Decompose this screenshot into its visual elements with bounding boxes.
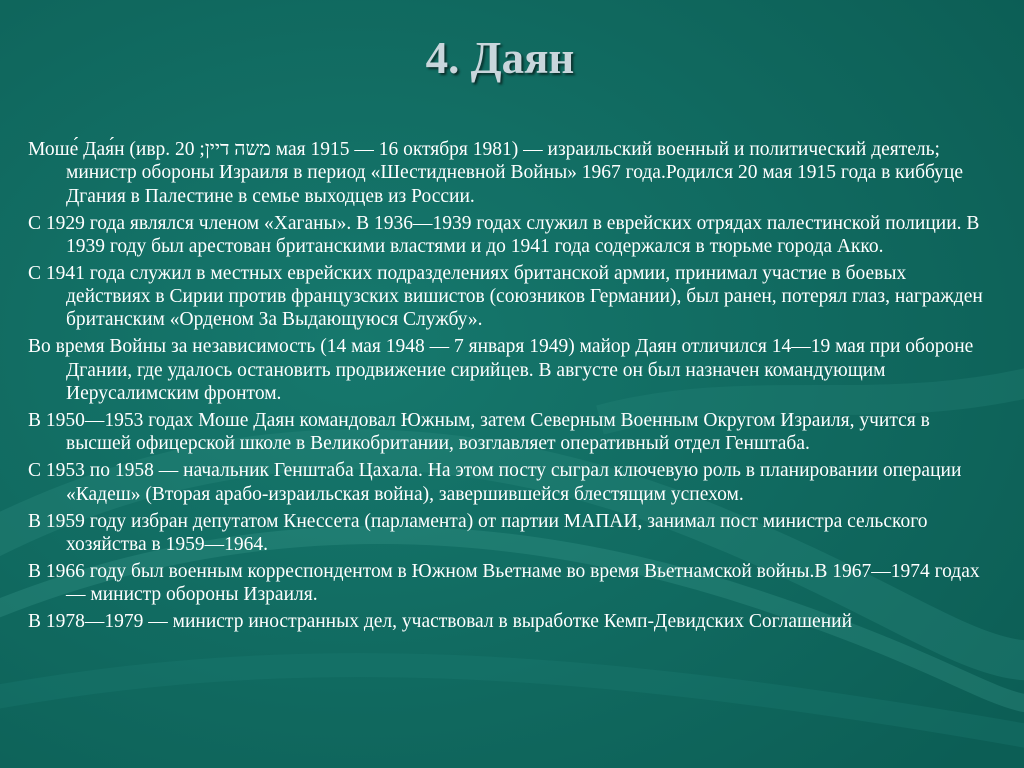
paragraph: Моше́ Дая́н (ивр. משה דיין; 20 мая 1915 — 16 октября 1981) — израильский военный и политический деятель; министр обороны Израиля в период «Шестидневной Войны» 1967 года.Родился 20 мая 1915 года в киббуце Дгания в Палестине в семье выходцев из России. bbox=[28, 139, 964, 207]
slide-body bbox=[28, 138, 988, 637]
paragraph: С 1941 года служил в местных еврейских подразделениях британской армии, принимал участие в боевых действиях в Сирии против французских вишистов (союзников Германии), был ранен, потерял глаз, награжден британским «Орденом За Выдающуюся Службу». bbox=[28, 262, 983, 331]
paragraph: В 1978—1979 — министр иностранных дел, участвовал в выработке Кемп-Девидских Соглашений bbox=[28, 611, 853, 633]
paragraph: С 1929 года являлся членом «Хаганы». В 1936—1939 годах служил в еврейских отрядах палестинской полиции. В 1939 году был арестован британскими властями и до 1941 года содержался в тюрьме города Акко. bbox=[28, 212, 980, 257]
paragraph: В 1959 году избран депутатом Кнессета (парламента) от партии МАПАИ, занимал пост министра сельского хозяйства в 1959—1964. bbox=[28, 510, 928, 555]
slide-title: 4. Даян bbox=[425, 33, 575, 83]
paragraph: В 1966 году был военным корреспондентом в Южном Вьетнаме во время Вьетнамской войны.В 1967—1974 годах — министр обороны Израиля. bbox=[28, 560, 980, 606]
paragraph: В 1950—1953 годах Моше Даян командовал Южным, затем Северным Военным Округом Израиля, учится в высшей офицерской школе в Великобритании, возглавляет оперативный отдел Генштаба. bbox=[28, 410, 930, 455]
paragraph: Во время Войны за независимость (14 мая 1948 — 7 января 1949) майор Даян отличился 14—19 мая при обороне Дгании, где удалось остановить продвижение сирийцев. В августе он был назначен командующим Иерусалимским фронтом. bbox=[28, 336, 974, 405]
paragraph: С 1953 по 1958 — начальник Генштаба Цахала. На этом посту сыграл ключевую роль в планировании операции «Кадеш» (Вторая арабо-израильская война), завершившейся блестящим успехом. bbox=[28, 460, 962, 505]
